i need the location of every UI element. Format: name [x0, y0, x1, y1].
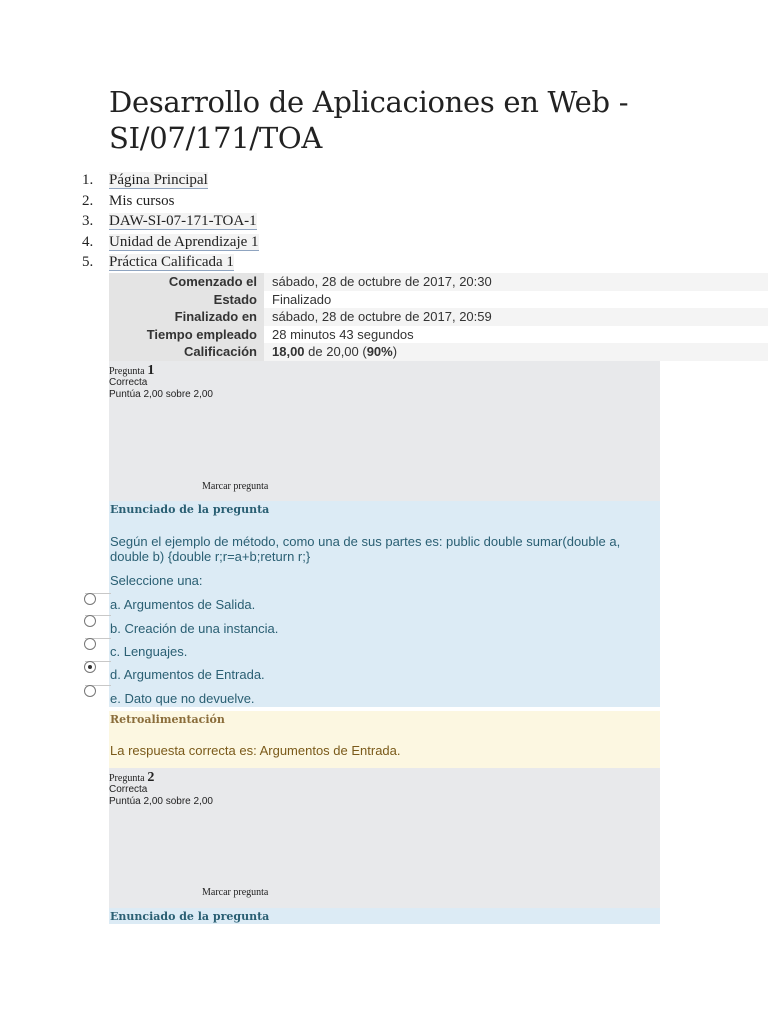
question-prompt: Seleccione una: — [110, 573, 203, 588]
summary-value: sábado, 28 de octubre de 2017, 20:59 — [264, 308, 768, 326]
answer-option-d[interactable]: d. Argumentos de Entrada. — [110, 667, 265, 682]
question-number: 2 — [147, 770, 155, 785]
breadcrumb-link-home[interactable]: Página Principal — [109, 172, 208, 188]
page-title: Desarrollo de Aplicaciones en Web - SI/07/171/TOA — [109, 85, 629, 155]
question-grade: Puntúa 2,00 sobre 2,00 — [109, 389, 213, 400]
breadcrumb-item-2: 2. Mis cursos — [82, 192, 175, 209]
breadcrumb-text-my-courses: Mis cursos — [109, 192, 175, 209]
summary-value: Finalizado — [264, 291, 768, 309]
radio-button[interactable] — [84, 593, 96, 605]
feedback-heading: Retroalimentación — [110, 713, 225, 726]
breadcrumb — [82, 170, 259, 273]
summary-row-time — [109, 326, 768, 344]
answer-option-b[interactable]: b. Creación de una instancia. — [110, 621, 278, 636]
breadcrumb-item-5: 5. Práctica Calificada 1 — [82, 254, 234, 270]
breadcrumb-item-1: 1. Página Principal — [82, 172, 208, 188]
attempt-summary-table — [109, 273, 768, 361]
radio-button[interactable] — [84, 638, 96, 650]
summary-label: Finalizado en — [109, 308, 264, 326]
breadcrumb-link-quiz[interactable]: Práctica Calificada 1 — [109, 254, 234, 270]
summary-value: 28 minutos 43 segundos — [264, 326, 768, 344]
summary-row-started — [109, 273, 768, 291]
summary-label: Estado — [109, 291, 264, 309]
breadcrumb-item-3: 3. DAW-SI-07-171-TOA-1 — [82, 213, 257, 229]
summary-value: 18,00 de 20,00 (90%) — [264, 343, 768, 361]
radio-button-selected[interactable] — [84, 661, 96, 673]
question-heading: Enunciado de la pregunta — [110, 503, 270, 516]
question-state: Correcta — [109, 784, 148, 795]
feedback-text: La respuesta correcta es: Argumentos de Entrada. — [110, 743, 401, 758]
radio-button[interactable] — [84, 615, 96, 627]
question-2-info: Pregunta 2 Correcta Puntúa 2,00 sobre 2,00 Marcar pregunta — [109, 768, 660, 908]
question-state: Correcta — [109, 377, 148, 388]
answer-option-c[interactable]: c. Lenguajes. — [110, 644, 187, 659]
flag-question-link[interactable]: Marcar pregunta — [202, 481, 269, 492]
breadcrumb-item-4: 4. Unidad de Aprendizaje 1 — [82, 233, 259, 250]
summary-value: sábado, 28 de octubre de 2017, 20:30 — [264, 273, 768, 291]
summary-label: Tiempo empleado — [109, 326, 264, 344]
breadcrumb-link-unit[interactable]: Unidad de Aprendizaje 1 — [109, 233, 259, 250]
question-2-content — [109, 908, 660, 924]
summary-label: Comenzado el — [109, 273, 264, 291]
question-1-info: Pregunta 1 Correcta Puntúa 2,00 sobre 2,00 Marcar pregunta — [109, 361, 660, 501]
breadcrumb-link-course[interactable]: DAW-SI-07-171-TOA-1 — [109, 213, 257, 229]
summary-row-state — [109, 291, 768, 309]
question-number: 1 — [147, 363, 155, 378]
summary-label: Calificación — [109, 343, 264, 361]
summary-row-finished — [109, 308, 768, 326]
radio-button[interactable] — [84, 685, 96, 697]
answer-option-e[interactable]: e. Dato que no devuelve. — [110, 691, 255, 706]
summary-row-grade — [109, 343, 768, 361]
question-1-feedback — [109, 711, 660, 768]
answer-option-a[interactable]: a. Argumentos de Salida. — [110, 597, 255, 612]
question-heading: Enunciado de la pregunta — [110, 910, 270, 923]
flag-question-link[interactable]: Marcar pregunta — [202, 887, 269, 898]
question-1-content — [109, 501, 660, 707]
question-text: Según el ejemplo de método, como una de sus partes es: public double sumar(double a, double b) {double r;r=a+b;return r;} — [110, 534, 621, 564]
question-grade: Puntúa 2,00 sobre 2,00 — [109, 796, 213, 807]
